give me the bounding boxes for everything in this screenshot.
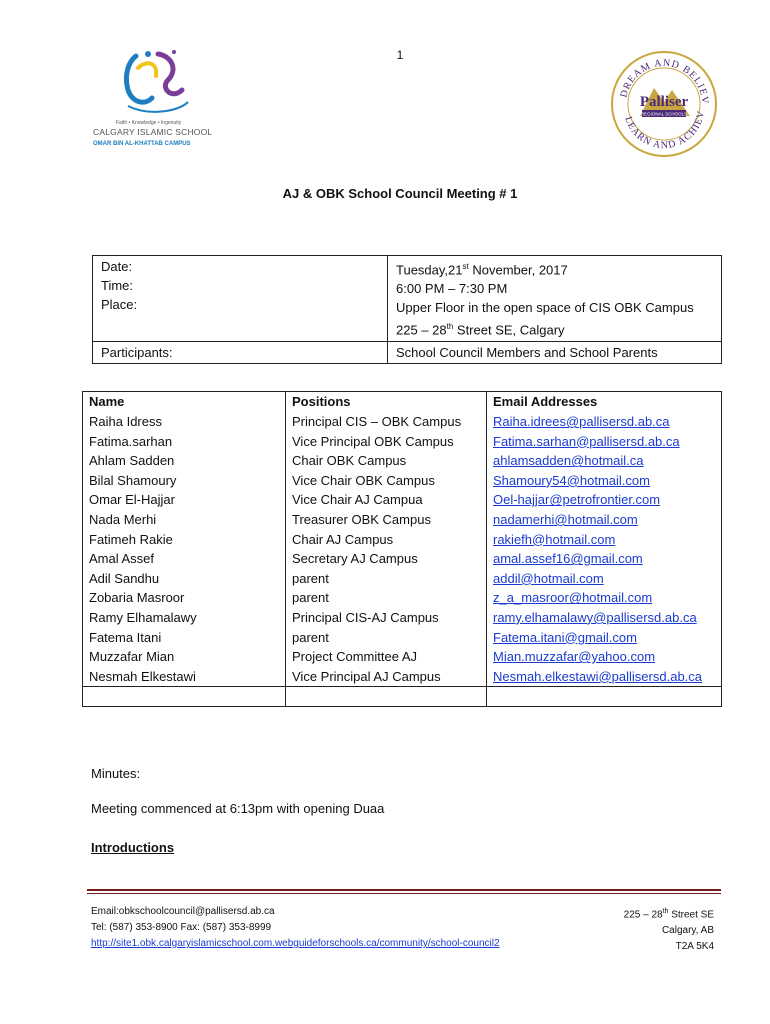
participant-name: Bilal Shamoury bbox=[89, 472, 177, 488]
participant-name: Zobaria Masroor bbox=[89, 590, 185, 606]
participant-name: Omar El-Hajjar bbox=[89, 492, 175, 508]
footer-divider bbox=[87, 889, 721, 891]
palliser-seal-icon bbox=[610, 50, 718, 158]
footer-city: Calgary, AB bbox=[661, 925, 714, 937]
page-number: 1 bbox=[396, 48, 404, 62]
palliser-top-text: DREAM AND BELIEV bbox=[618, 57, 711, 106]
participant-position: parent bbox=[286, 628, 487, 648]
participants-table-body bbox=[83, 412, 722, 707]
participant-row bbox=[83, 530, 722, 550]
place-label: Place: bbox=[101, 297, 138, 312]
meeting-commenced-text: Meeting commenced at 6:13pm with opening Duaa bbox=[91, 801, 385, 816]
participant-email[interactable]: Fatima.sarhan@pallisersd.ab.ca bbox=[487, 432, 722, 452]
participant-email[interactable]: Raiha.idrees@pallisersd.ab.ca bbox=[487, 412, 722, 432]
participant-row bbox=[83, 569, 722, 589]
participants-table bbox=[82, 391, 722, 707]
footer-address bbox=[624, 904, 714, 955]
participant-row bbox=[83, 471, 722, 491]
participant-email[interactable]: Nesmah.elkestawi@pallisersd.ab.ca bbox=[487, 667, 722, 687]
participant-row bbox=[83, 608, 722, 628]
cis-tagline: Faith • Knowledge • Ingenuity bbox=[116, 120, 182, 126]
date-value: Tuesday,21st November, 2017 bbox=[396, 262, 568, 278]
participant-position: Vice Principal AJ Campus bbox=[286, 667, 487, 687]
name-column-header: Name bbox=[89, 394, 125, 409]
cis-campus-name: OMAR BIN AL-KHATTAB CAMPUS bbox=[93, 141, 191, 147]
participant-email[interactable]: Mian.muzzafar@yahoo.com bbox=[487, 647, 722, 667]
palliser-brand-sub: REGIONAL SCHOOLS bbox=[640, 111, 688, 117]
participant-position: parent bbox=[286, 588, 487, 608]
participants-header-row bbox=[83, 392, 722, 413]
participant-row bbox=[83, 549, 722, 569]
info-labels-cell bbox=[93, 256, 388, 342]
time-value: 6:00 PM – 7:30 PM bbox=[396, 281, 508, 297]
place-value-line2: 225 – 28th Street SE, Calgary bbox=[396, 322, 565, 338]
footer-postal: T2A 5K4 bbox=[675, 941, 714, 953]
participant-position: Vice Principal OBK Campus bbox=[286, 432, 487, 452]
participant-email[interactable]: rakiefh@hotmail.com bbox=[487, 530, 722, 550]
participant-email[interactable]: Oel-hajjar@petrofrontier.com bbox=[487, 490, 722, 510]
participants-label: Participants: bbox=[93, 341, 388, 363]
participant-position: Chair AJ Campus bbox=[286, 530, 487, 550]
participant-row bbox=[83, 667, 722, 687]
empty-cell bbox=[487, 687, 722, 707]
palliser-regional-schools-logo bbox=[610, 50, 718, 158]
participant-email[interactable]: Shamoury54@hotmail.com bbox=[487, 471, 722, 491]
participant-name: Nesmah Elkestawi bbox=[89, 668, 196, 684]
participant-position: Project Committee AJ bbox=[286, 647, 487, 667]
participant-row bbox=[83, 451, 722, 471]
participant-row bbox=[83, 412, 722, 432]
meeting-title: AJ & OBK School Council Meeting # 1 bbox=[282, 186, 518, 201]
participant-row bbox=[83, 432, 722, 452]
participant-email[interactable]: amal.assef16@gmail.com bbox=[487, 549, 722, 569]
participant-name: Amal Assef bbox=[89, 551, 155, 567]
participant-row bbox=[83, 628, 722, 648]
introductions-heading: Introductions bbox=[91, 840, 175, 855]
participant-name: Raiha Idress bbox=[89, 414, 162, 429]
footer-phone: Tel: (587) 353-8900 Fax: (587) 353-8999 bbox=[91, 922, 272, 933]
participant-position: Chair OBK Campus bbox=[286, 451, 487, 471]
participant-email[interactable]: nadamerhi@hotmail.com bbox=[487, 510, 722, 530]
participant-email[interactable]: Fatema.itani@gmail.com bbox=[487, 628, 722, 648]
participant-email[interactable]: ahlamsadden@hotmail.ca bbox=[487, 451, 722, 471]
footer-street: 225 – 28th Street SE bbox=[623, 908, 714, 921]
participant-row bbox=[83, 647, 722, 667]
footer-email: Email:obkschoolcouncil@pallisersd.ab.ca bbox=[91, 906, 275, 917]
participant-name: Fatimeh Rakie bbox=[89, 531, 173, 547]
empty-row bbox=[83, 687, 722, 707]
calgary-islamic-school-logo bbox=[88, 46, 218, 156]
empty-cell bbox=[286, 687, 487, 707]
participant-name: Fatema Itani bbox=[89, 629, 162, 645]
email-column-header: Email Addresses bbox=[487, 392, 722, 413]
footer-website-link[interactable]: http://site1.obk.calgaryislamicschool.com.webguideforschools.ca/community/school-council2 bbox=[91, 938, 500, 949]
participant-position: parent bbox=[286, 569, 487, 589]
info-values-cell bbox=[388, 256, 722, 342]
participant-row bbox=[83, 490, 722, 510]
time-label: Time: bbox=[101, 278, 134, 293]
meeting-info-table bbox=[92, 255, 722, 364]
participant-position: Secretary AJ Campus bbox=[286, 549, 487, 569]
participants-value: School Council Members and School Parents bbox=[388, 341, 722, 363]
palliser-brand: Palliser bbox=[639, 94, 689, 110]
participant-position: Vice Chair AJ Campua bbox=[286, 490, 487, 510]
participant-position: Principal CIS – OBK Campus bbox=[286, 412, 487, 432]
minutes-label: Minutes: bbox=[91, 766, 141, 781]
footer-divider-thin bbox=[87, 893, 721, 894]
participant-name: Ramy Elhamalawy bbox=[89, 609, 197, 625]
participant-position: Treasurer OBK Campus bbox=[286, 510, 487, 530]
empty-cell bbox=[83, 687, 286, 707]
footer-contact bbox=[91, 904, 500, 952]
participant-email[interactable]: addil@hotmail.com bbox=[487, 569, 722, 589]
cis-emblem-icon bbox=[88, 46, 218, 121]
participant-name: Nada Merhi bbox=[89, 511, 157, 527]
participant-email[interactable]: z_a_masroor@hotmail.com bbox=[487, 588, 722, 608]
participant-row bbox=[83, 510, 722, 530]
date-label: Date: bbox=[101, 259, 133, 274]
place-value-line1: Upper Floor in the open space of CIS OBK Campus bbox=[396, 300, 694, 316]
participant-name: Muzzafar Mian bbox=[89, 649, 175, 665]
participant-name: Adil Sandhu bbox=[89, 570, 160, 586]
palliser-bottom-text: LEARN AND ACHIEV bbox=[622, 109, 708, 152]
participant-email[interactable]: ramy.elhamalawy@pallisersd.ab.ca bbox=[487, 608, 722, 628]
participant-name: Fatima.sarhan bbox=[89, 433, 173, 449]
participant-name: Ahlam Sadden bbox=[89, 453, 175, 469]
participant-position: Principal CIS-AJ Campus bbox=[286, 608, 487, 628]
participant-row bbox=[83, 588, 722, 608]
cis-school-name: CALGARY ISLAMIC SCHOOL bbox=[93, 127, 213, 137]
position-column-header: Positions bbox=[286, 392, 487, 413]
participant-position: Vice Chair OBK Campus bbox=[286, 471, 487, 491]
